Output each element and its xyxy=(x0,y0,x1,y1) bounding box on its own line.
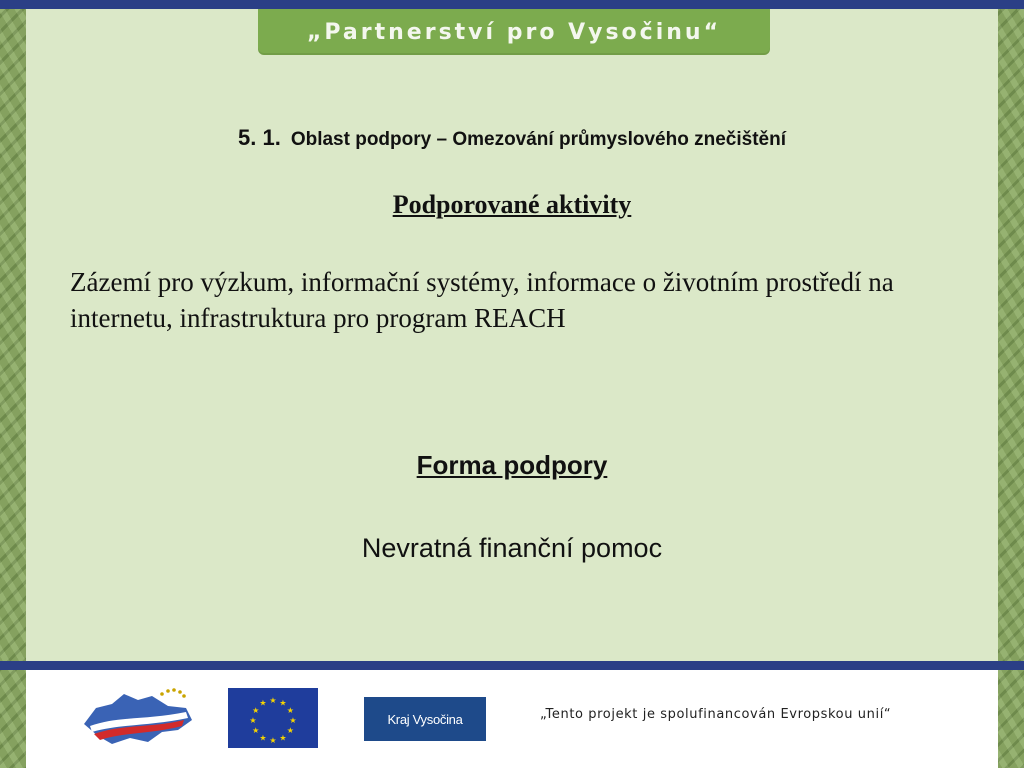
top-bar xyxy=(0,0,1024,9)
eu-flag-icon xyxy=(228,688,318,748)
svg-text:★: ★ xyxy=(252,706,260,715)
svg-text:★: ★ xyxy=(249,716,257,725)
svg-text:★: ★ xyxy=(259,733,267,743)
svg-text:★: ★ xyxy=(279,698,287,708)
cofunding-note: „Tento projekt je spolufinancován Evropskou unií“ xyxy=(540,707,892,722)
section-number: 5. 1. xyxy=(238,125,281,150)
svg-text:★: ★ xyxy=(269,696,277,705)
svg-text:★: ★ xyxy=(289,716,297,725)
kraj-logo-text: Kraj Vysočina xyxy=(387,711,463,727)
svg-text:★: ★ xyxy=(252,726,260,735)
banner-title: „Partnerství pro Vysočinu“ xyxy=(306,19,722,45)
bottom-bar xyxy=(0,661,1024,670)
support-text: Nevratná finanční pomoc xyxy=(361,533,663,563)
section-heading xyxy=(0,125,1024,151)
czech-map-logo-icon xyxy=(78,686,196,750)
activities-heading: Podporované aktivity xyxy=(392,190,632,219)
section-title: Oblast podpory – Omezování průmyslového znečištění xyxy=(290,129,786,150)
svg-text:★: ★ xyxy=(259,698,267,708)
title-banner xyxy=(258,9,770,55)
activities-text: Zázemí pro výzkum, informační systémy, informace o životním prostředí na internetu, infrastruktura pro program REACH xyxy=(70,267,894,333)
svg-text:★: ★ xyxy=(286,706,294,715)
kraj-vysocina-logo xyxy=(364,697,486,741)
support-heading: Forma podpory xyxy=(416,450,608,480)
svg-text:★: ★ xyxy=(269,736,277,745)
svg-text:★: ★ xyxy=(279,733,287,743)
svg-text:★: ★ xyxy=(286,726,294,735)
